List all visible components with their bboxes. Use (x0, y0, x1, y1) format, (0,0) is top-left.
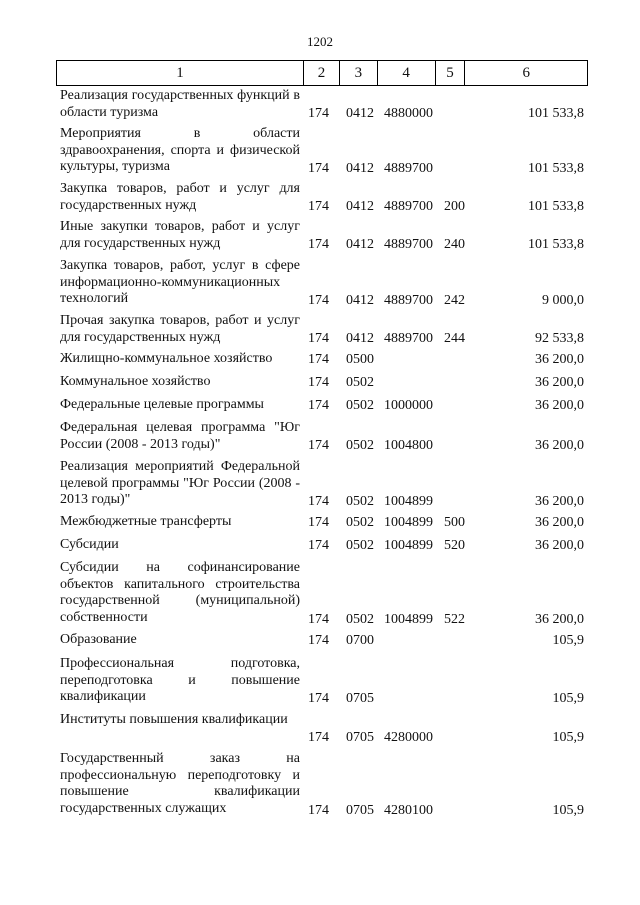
row-name: Институты повышения квалификации (60, 712, 288, 727)
row-c3: 0412 (346, 292, 374, 308)
row-c5: 240 (444, 236, 465, 252)
row-c4: 4280000 (384, 729, 433, 745)
row-c6: 36 200,0 (535, 374, 584, 390)
table-row (0, 258, 640, 309)
table-row (0, 219, 640, 253)
row-c6: 105,9 (552, 729, 584, 745)
row-c3: 0500 (346, 351, 374, 367)
row-c4: 4280100 (384, 802, 433, 818)
row-c4: 1004899 (384, 514, 433, 530)
row-c6: 36 200,0 (535, 397, 584, 413)
row-c2: 174 (308, 437, 329, 453)
row-c2: 174 (308, 330, 329, 346)
row-c2: 174 (308, 690, 329, 706)
row-name: Мероприятия в области здравоохранения, спорта и физической культуры, туризма (60, 126, 300, 174)
row-c4: 1004899 (384, 493, 433, 509)
page-number: 1202 (307, 34, 333, 49)
row-c4: 4880000 (384, 105, 433, 121)
row-c6: 92 533,8 (535, 330, 584, 346)
table-row (0, 459, 640, 510)
row-c3: 0502 (346, 611, 374, 627)
row-c2: 174 (308, 632, 329, 648)
row-c6: 36 200,0 (535, 351, 584, 367)
row-c5: 200 (444, 198, 465, 214)
row-c4: 1004899 (384, 537, 433, 553)
row-c4: 1004899 (384, 611, 433, 627)
row-c4: 4889700 (384, 160, 433, 176)
table-row (0, 514, 640, 531)
row-c5: 522 (444, 611, 465, 627)
row-c3: 0705 (346, 690, 374, 706)
row-c4: 1004800 (384, 437, 433, 453)
row-name: Жилищно-коммунальное хозяйство (60, 351, 273, 366)
row-name: Субсидии (60, 537, 119, 552)
header-col-4: 4 (378, 61, 436, 85)
row-c2: 174 (308, 514, 329, 530)
header-col-1: 1 (57, 61, 304, 85)
row-c4: 1000000 (384, 397, 433, 413)
row-name: Иные закупки товаров, работ и услуг для государственных нужд (60, 219, 300, 251)
row-c6: 36 200,0 (535, 537, 584, 553)
row-c3: 0412 (346, 198, 374, 214)
row-c3: 0412 (346, 236, 374, 252)
row-c6: 36 200,0 (535, 493, 584, 509)
row-name: Прочая закупка товаров, работ и услуг для государственных нужд (60, 313, 300, 345)
row-name: Субсидии на софинансирование объектов капитального строительства государственной (муниципальной) собственности (60, 560, 300, 625)
row-name: Образование (60, 632, 137, 647)
table-row (0, 537, 640, 554)
row-name: Межбюджетные трансферты (60, 514, 232, 529)
row-name: Государственный заказ на профессиональную переподготовку и повышение квалификации государственных служащих (60, 751, 300, 816)
row-name: Федеральные целевые программы (60, 397, 264, 412)
row-c6: 101 533,8 (528, 160, 584, 176)
row-c3: 0700 (346, 632, 374, 648)
row-c3: 0412 (346, 330, 374, 346)
row-c2: 174 (308, 374, 329, 390)
row-c6: 36 200,0 (535, 437, 584, 453)
row-name: Закупка товаров, работ, услуг в сфере информационно-коммуникационных технологий (60, 258, 300, 306)
row-name: Профессиональная подготовка, переподготовка и повышение квалификации (60, 656, 300, 704)
header-col-6: 6 (522, 64, 530, 81)
row-c3: 0502 (346, 537, 374, 553)
row-c6: 105,9 (552, 690, 584, 706)
table-row (0, 632, 640, 649)
row-c5: 520 (444, 537, 465, 553)
row-c6: 9 000,0 (542, 292, 584, 308)
row-c2: 174 (308, 105, 329, 121)
row-c2: 174 (308, 397, 329, 413)
row-name: Федеральная целевая программа "Юг России (2008 - 2013 годы)" (60, 420, 300, 452)
row-c2: 174 (308, 351, 329, 367)
table-row (0, 351, 640, 368)
row-c6: 105,9 (552, 632, 584, 648)
row-c4: 4889700 (384, 198, 433, 214)
row-c2: 174 (308, 537, 329, 553)
header-col-5: 5 (436, 61, 466, 85)
row-c4: 4889700 (384, 236, 433, 252)
table-row (0, 88, 640, 122)
row-c3: 0412 (346, 105, 374, 121)
row-name: Реализация мероприятий Федеральной целевой программы "Юг России (2008 - 2013 годы)" (60, 459, 300, 507)
row-c5: 242 (444, 292, 465, 308)
table-row (0, 751, 640, 819)
row-c3: 0412 (346, 160, 374, 176)
row-c3: 0705 (346, 729, 374, 745)
table-row (0, 420, 640, 454)
row-c3: 0502 (346, 437, 374, 453)
row-c2: 174 (308, 493, 329, 509)
row-c5: 500 (444, 514, 465, 530)
row-c6: 101 533,8 (528, 105, 584, 121)
row-c2: 174 (308, 802, 329, 818)
row-name: Закупка товаров, работ и услуг для государственных нужд (60, 181, 300, 213)
row-c6: 101 533,8 (528, 236, 584, 252)
header-col-2: 2 (304, 61, 340, 85)
table-row (0, 656, 640, 707)
table-row (0, 560, 640, 628)
row-c4: 4889700 (384, 330, 433, 346)
table-row (0, 313, 640, 347)
table-row (0, 181, 640, 215)
row-c2: 174 (308, 236, 329, 252)
row-c3: 0502 (346, 514, 374, 530)
row-c6: 36 200,0 (535, 611, 584, 627)
table-row (0, 374, 640, 391)
table-row (0, 126, 640, 177)
row-c3: 0502 (346, 374, 374, 390)
row-c3: 0502 (346, 397, 374, 413)
row-c6: 105,9 (552, 802, 584, 818)
row-c2: 174 (308, 160, 329, 176)
row-c2: 174 (308, 729, 329, 745)
row-c6: 36 200,0 (535, 514, 584, 530)
row-c3: 0502 (346, 493, 374, 509)
row-name: Коммунальное хозяйство (60, 374, 211, 389)
row-c2: 174 (308, 198, 329, 214)
row-c6: 101 533,8 (528, 198, 584, 214)
row-c2: 174 (308, 611, 329, 627)
row-c2: 174 (308, 292, 329, 308)
row-c3: 0705 (346, 802, 374, 818)
row-c4: 4889700 (384, 292, 433, 308)
row-name: Реализация государственных функций в области туризма (60, 88, 300, 120)
table-row (0, 397, 640, 414)
header-col-3: 3 (340, 61, 378, 85)
table-row (0, 712, 640, 746)
row-c5: 244 (444, 330, 465, 346)
